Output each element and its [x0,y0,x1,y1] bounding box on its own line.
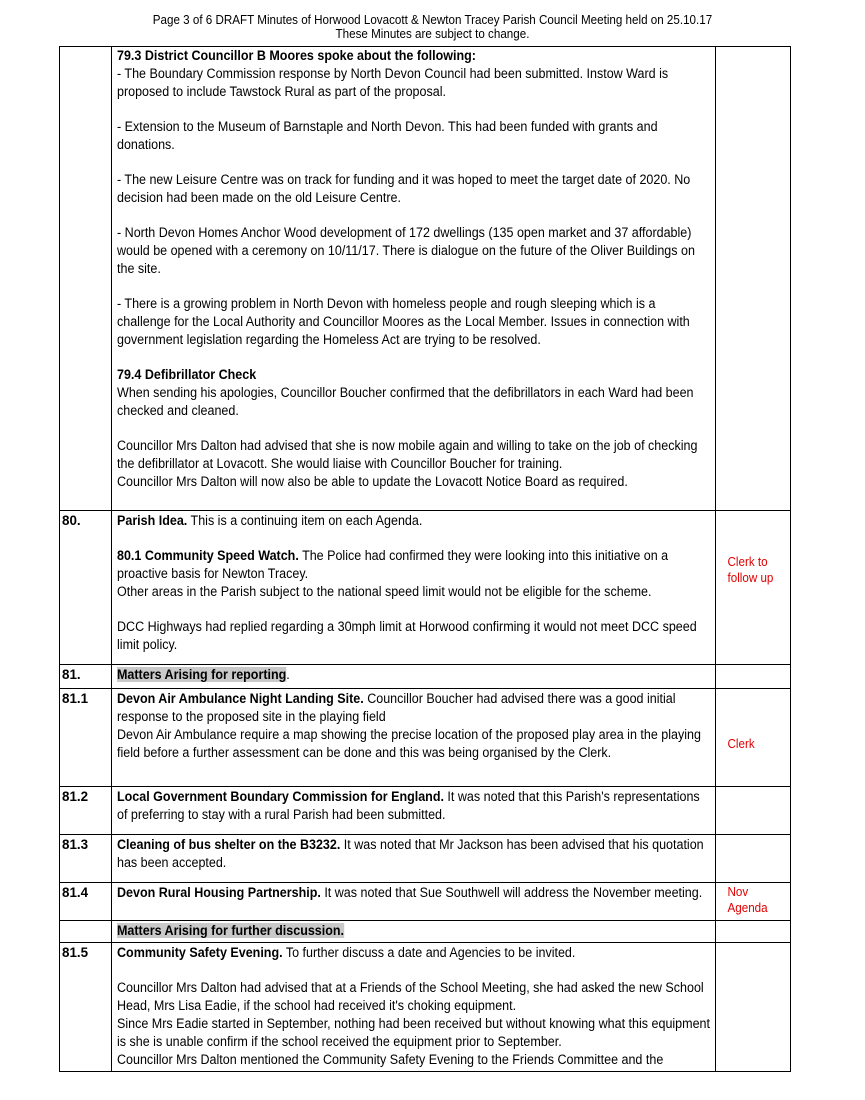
item-text: It was noted that this Parish's representations of preferring to stay with a rural Parish had been submitted. [117,789,700,822]
item-text: It was noted that Sue Southwell will address the November meeting. [320,885,703,900]
paragraph: - There is a growing problem in North Devon with homeless people and rough sleeping which is a challenge for the Local Authority and Councillor Moores as the Local Member. Issues in connection with government legislation regarding the Homeless Act are trying to be resolved. [117,296,690,347]
punctuation: . [286,667,290,682]
table-row [60,835,791,883]
table-row [60,921,791,943]
paragraph: - Extension to the Museum of Barnstaple and North Devon. This had been funded with grants and donations. [117,119,658,152]
paragraph: Councillor Mrs Dalton had advised that she is now mobile again and willing to take on the job of checking the defibrillator at Lovacott. She would liaise with Councillor Boucher for training. [117,438,698,471]
action-cell [716,921,791,943]
item-number: 81.1 [60,689,112,787]
item-number: 80. [60,511,112,665]
action-cell [716,47,791,511]
item-title: Devon Rural Housing Partnership. [117,885,321,900]
section-heading: 79.4 Defibrillator Check [117,367,257,382]
action-cell [716,943,791,1072]
item-text: Councillor Boucher had advised there was a good initial response to the proposed site in the playing field [117,691,676,724]
table-row [60,787,791,835]
item-content-cell [112,943,716,1072]
item-text: To further discuss a date and Agencies to be invited. [282,945,576,960]
paragraph: When sending his apologies, Councillor Boucher confirmed that the defibrillators in each Ward had been checked and cleaned. [117,385,694,418]
item-number-cell [60,921,112,943]
sub-item-title: 80.1 Community Speed Watch. [117,548,299,563]
paragraph: Councillor Mrs Dalton will now also be able to update the Lovacott Notice Board as required. [117,474,628,489]
paragraph: Other areas in the Parish subject to the national speed limit would not be eligible for the scheme. [117,584,652,599]
header-line-1: Page 3 of 6 DRAFT Minutes of Horwood Lovacott & Newton Tracey Parish Council Meeting held on 25.10.17 [152,13,713,27]
minutes-table [59,46,791,1072]
section-highlight: Matters Arising for further discussion. [117,923,345,938]
section-heading: 79.3 District Councillor B Moores spoke about the following: [117,48,476,63]
action-note: Clerk [727,737,755,751]
table-row [60,883,791,921]
table-row [60,665,791,689]
section-highlight: Matters Arising for reporting [117,667,287,682]
paragraph: - The Boundary Commission response by North Devon Council had been submitted. Instow Ward is proposed to include Tawstock Rural as part of the proposal. [117,66,669,99]
action-cell [716,511,791,665]
item-number: 81.3 [60,835,112,883]
item-content-cell [112,883,716,921]
item-number: 81.5 [60,943,112,1072]
item-title: Cleaning of bus shelter on the B3232. [117,837,341,852]
item-number: 81.4 [60,883,112,921]
item-content-cell [112,511,716,665]
action-cell [716,665,791,689]
action-note: Clerk to follow up [727,555,774,585]
paragraph: DCC Highways had replied regarding a 30mph limit at Horwood confirming it would not meet DCC speed limit policy. [117,619,697,652]
action-cell [716,835,791,883]
sub-item-text: The Police had confirmed they were looking into this initiative on a proactive basis for Newton Tracey. [117,548,669,581]
action-cell [716,787,791,835]
item-content-cell [112,47,716,511]
item-title: Community Safety Evening. [117,945,283,960]
item-text: This is a continuing item on each Agenda. [187,513,423,528]
table-row [60,943,791,1072]
table-row [60,511,791,665]
action-cell [716,883,791,921]
paragraph: Devon Air Ambulance require a map showing the precise location of the proposed play area in the playing field before a further assessment can be done and this was being organised by the Clerk. [117,727,701,760]
header-line-2: These Minutes are subject to change. [335,27,530,41]
item-text: It was noted that Mr Jackson has been advised that his quotation has been accepted. [117,837,704,870]
paragraph: Since Mrs Eadie started in September, nothing had been received but without knowing what this equipment is she is unable confirm if the school received the equipment prior to September. [117,1016,710,1049]
table-row [60,47,791,511]
item-content-cell [112,787,716,835]
action-cell [716,689,791,787]
paragraph: Councillor Mrs Dalton mentioned the Community Safety Evening to the Friends Committee and the [117,1052,664,1067]
paragraph: - The new Leisure Centre was on track for funding and it was hoped to meet the target date of 2020. No decision had been made on the old Leisure Centre. [117,172,691,205]
item-content-cell [112,689,716,787]
item-number-cell [60,47,112,511]
paragraph: Councillor Mrs Dalton had advised that at a Friends of the School Meeting, she had asked the new School Head, Mrs Lisa Eadie, if the school had received it's choking equipment. [117,980,704,1013]
action-note: Nov Agenda [727,885,768,915]
item-number: 81.2 [60,787,112,835]
item-content-cell [112,665,716,689]
item-title: Devon Air Ambulance Night Landing Site. [117,691,364,706]
item-content-cell [112,921,716,943]
item-title: Parish Idea. [117,513,188,528]
item-title: Local Government Boundary Commission for England. [117,789,444,804]
page-header [30,13,834,41]
item-content-cell [112,835,716,883]
paragraph: - North Devon Homes Anchor Wood development of 172 dwellings (135 open market and 37 affordable) would be opened with a ceremony on 10/11/17. There is dialogue on the future of the Oliver Buildings on the site. [117,225,695,276]
table-row [60,689,791,787]
item-number: 81. [60,665,112,689]
